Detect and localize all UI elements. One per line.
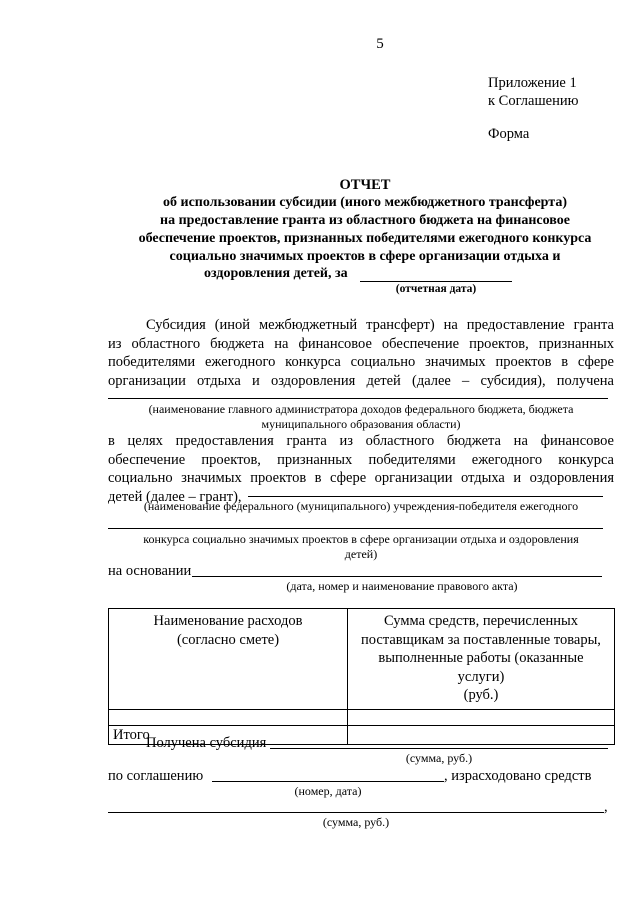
report-date-caption: (отчетная дата) <box>395 283 477 295</box>
para2 <box>108 432 614 506</box>
title-line-2: на предоставление гранта из областного бюджета на финансовое <box>160 213 570 228</box>
para2-line-1: в целях предоставления гранта из областного бюджета на финансовое <box>108 433 614 449</box>
para2-line-4: детей (далее – грант), <box>108 488 242 505</box>
amount-header-line-1: Сумма средств, перечисленных <box>383 613 579 629</box>
amount-header-line-3: выполненные работы (оказанные услуги) <box>378 650 584 685</box>
para1 <box>108 316 614 390</box>
title-line-5: оздоровления детей, за <box>204 266 348 281</box>
title-line-4: социально значимых проектов в сфере организации отдыха и <box>169 249 561 264</box>
spent-label: , израсходовано средств <box>444 768 592 784</box>
para1-line-3: победителями ежегодного конкурса социально значимых проектов в сфере <box>108 354 614 370</box>
total-label: Итого <box>109 725 348 745</box>
received-label: Получена субсидия <box>146 735 267 751</box>
administrator-field[interactable] <box>108 398 608 399</box>
agreement-label: по соглашению <box>108 768 204 784</box>
table-row <box>109 709 615 725</box>
para1-line-1: Субсидия (иной межбюджетный трансферт) на предоставление гранта <box>146 317 614 333</box>
para2-line-2: обеспечение проектов, признанных победителями ежегодного конкурса <box>108 451 614 468</box>
total-amount-cell[interactable] <box>348 725 615 745</box>
administrator-caption <box>108 402 614 432</box>
expense-name-header-line-2: (согласно смете) <box>176 631 280 648</box>
table-header-row <box>109 609 615 710</box>
expense-name-header-line-1: Наименование расходов <box>153 613 303 629</box>
expenses-table <box>108 608 615 745</box>
basis-label: на основании <box>108 563 192 579</box>
legal-act-caption: (дата, номер и наименование правового акта) <box>286 579 518 593</box>
para1-line-2: из областного бюджета на финансовое обеспечение проектов, признанных <box>108 335 614 352</box>
page-number: 5 <box>376 36 384 52</box>
appendix-agreement: к Соглашению <box>488 93 579 109</box>
amount-header-line-2: поставщикам за поставленные товары, <box>361 631 601 648</box>
institution-caption-line-1: (наименование федерального (муниципального) учреждения-победителя ежегодного <box>143 499 579 513</box>
received-sum-caption: (сумма, руб.) <box>405 751 473 765</box>
para1-line-4: организации отдыха и оздоровления детей (далее – субсидия), получена <box>108 372 614 389</box>
administrator-caption-line-1: (наименование главного администратора доходов федерального бюджета, бюджета <box>148 402 574 416</box>
received-sum-field[interactable] <box>270 748 608 749</box>
agreement-number-field[interactable] <box>212 781 444 782</box>
report-date-field[interactable] <box>360 281 512 282</box>
para2-line-3: социально значимых проектов в сфере организации отдыха и оздоровления <box>108 470 614 486</box>
institution-caption-continued <box>108 532 614 562</box>
title-line-3: обеспечение проектов, признанных победителями ежегодного конкурса <box>138 231 592 246</box>
report-heading: ОТЧЕТ <box>339 177 391 193</box>
appendix-label: Приложение 1 <box>488 75 577 91</box>
amount-header <box>348 609 615 710</box>
administrator-caption-line-2: муниципального образования области) <box>261 417 461 431</box>
form-label: Форма <box>488 126 530 142</box>
agreement-number-caption: (номер, дата) <box>294 784 362 798</box>
institution-caption-line-3: детей) <box>344 547 378 561</box>
spent-sum-caption: (сумма, руб.) <box>322 815 390 829</box>
legal-act-field[interactable] <box>192 576 602 577</box>
amount-header-line-4: (руб.) <box>463 687 499 703</box>
title-line-1: об использовании субсидии (иного межбюджетного трансферта) <box>163 195 567 210</box>
institution-caption-line-2: конкурса социально значимых проектов в сфере организации отдыха и оздоровления <box>143 532 579 546</box>
amount-cell[interactable] <box>348 709 615 725</box>
spent-sum-field[interactable] <box>108 812 604 813</box>
expense-name-cell[interactable] <box>109 709 348 725</box>
trailing-comma: , <box>604 799 608 815</box>
expense-name-header <box>109 609 348 710</box>
institution-field-continued[interactable] <box>108 528 603 529</box>
report-title <box>100 176 630 266</box>
institution-field[interactable] <box>248 496 603 497</box>
